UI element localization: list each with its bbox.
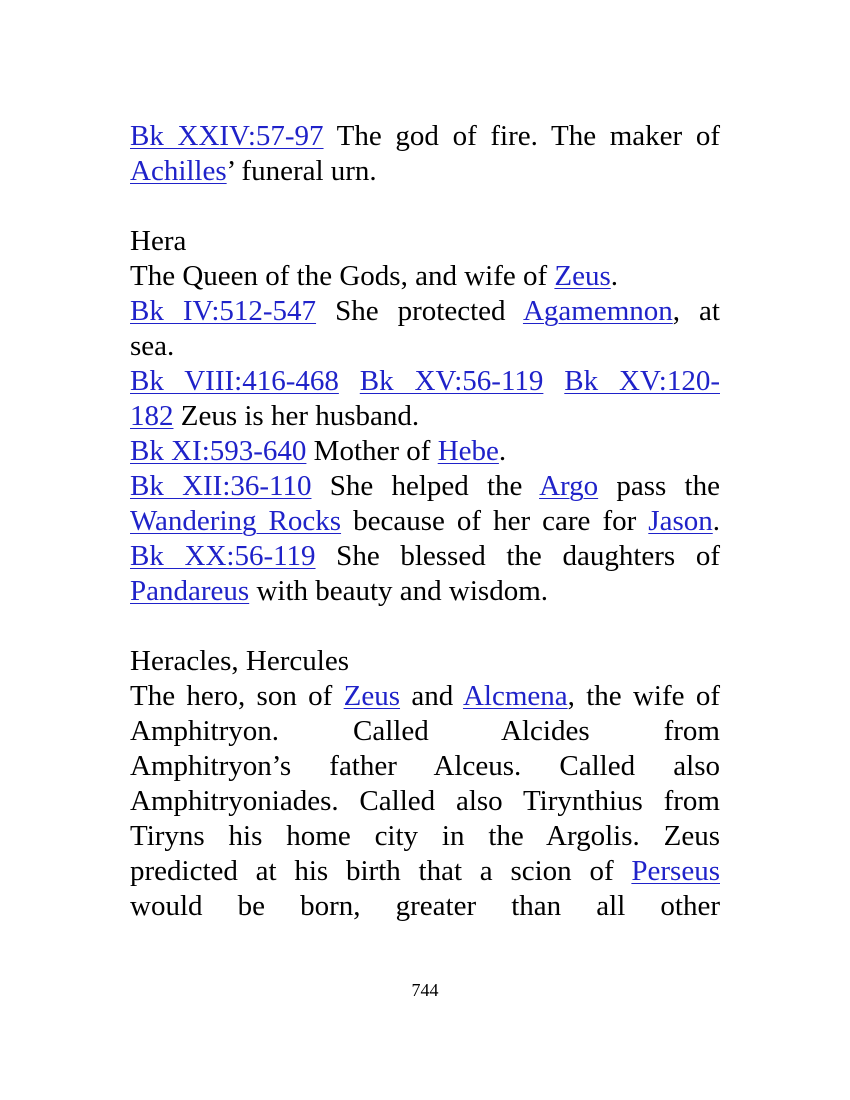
book-reference-link[interactable]: Bk XII:36-110: [130, 470, 312, 502]
entry-line: sea.: [130, 330, 175, 362]
book-reference-link[interactable]: Bk XXIV:57-97: [130, 120, 324, 152]
entry-line: would be born, greater than all other: [130, 890, 720, 922]
page-number: 744: [411, 980, 439, 1000]
book-reference-link[interactable]: Bk XV:56-119: [359, 365, 544, 397]
name-link[interactable]: Alcmena: [462, 680, 568, 712]
book-reference-link[interactable]: Bk IV:512-547: [130, 295, 317, 327]
book-reference-link[interactable]: Bk XX:56-119: [130, 540, 316, 572]
name-link[interactable]: Wandering Rocks: [130, 505, 342, 537]
entry-line: Amphitryon. Called Alcides from: [130, 715, 720, 747]
book-reference-link[interactable]: Bk XV:120-: [564, 365, 720, 397]
entry-text: because of her care for: [341, 505, 649, 537]
entry-text: The god of fire. The maker of: [323, 120, 721, 152]
entry-line: [130, 679, 720, 714]
page-content: [130, 119, 720, 924]
name-link[interactable]: Argo: [539, 470, 599, 502]
entry-text: She blessed the daughters of: [315, 540, 721, 572]
entry-text: , at: [672, 295, 720, 327]
name-link[interactable]: Zeus: [343, 680, 401, 712]
entry-text: ’ funeral urn.: [226, 155, 377, 187]
name-link[interactable]: Hebe: [437, 435, 499, 467]
entry-line: [130, 294, 720, 329]
entry-line: Amphitryoniades. Called also Tirynthius from: [130, 785, 720, 817]
entry-text: pass the: [598, 470, 720, 502]
entry-line: [130, 539, 720, 574]
entry-text: , the wife of: [567, 680, 720, 712]
entry-text: The Queen of the Gods, and wife of: [130, 260, 555, 292]
name-link[interactable]: Achilles: [130, 155, 227, 187]
entry-line: [130, 854, 720, 889]
entry-text: .: [610, 260, 619, 292]
name-link[interactable]: Zeus: [554, 260, 611, 292]
spacer: [130, 189, 720, 224]
name-link[interactable]: Jason: [648, 505, 713, 537]
entry-line: [130, 154, 720, 189]
entry-line: Tiryns his home city in the Argolis. Zeus: [130, 820, 720, 852]
entry-text: and: [400, 680, 463, 712]
entry-heading: Hera: [130, 225, 187, 257]
entry-line: [130, 504, 720, 539]
entry-line: [130, 434, 720, 469]
entry-text: The hero, son of: [130, 680, 344, 712]
entry-text: Mother of: [306, 435, 438, 467]
book-reference-link[interactable]: Bk XI:593-640: [130, 435, 307, 467]
entry-text: .: [712, 505, 720, 537]
entry-text: She protected: [316, 295, 523, 327]
entry-line: [130, 119, 720, 154]
name-link[interactable]: Pandareus: [130, 575, 250, 607]
entry-line: [130, 469, 720, 504]
name-link[interactable]: Perseus: [631, 855, 720, 887]
entry-text: with beauty and wisdom.: [249, 575, 549, 607]
name-link[interactable]: Agamemnon: [522, 295, 673, 327]
book-reference-link[interactable]: 182: [130, 400, 174, 432]
entry-text: predicted at his birth that a scion of: [130, 855, 632, 887]
entry-text: She helped the: [311, 470, 540, 502]
entry-heading: Heracles, Hercules: [130, 645, 349, 677]
entry-line: Amphitryon’s father Alceus. Called also: [130, 750, 720, 782]
entry-line: [130, 399, 720, 434]
entry-text: .: [498, 435, 507, 467]
entry-line: [130, 574, 720, 609]
book-reference-link[interactable]: Bk VIII:416-468: [130, 365, 339, 397]
spacer: [130, 609, 720, 644]
entry-line: [130, 259, 720, 294]
entry-line: [130, 364, 720, 399]
entry-text: Zeus is her husband.: [173, 400, 420, 432]
